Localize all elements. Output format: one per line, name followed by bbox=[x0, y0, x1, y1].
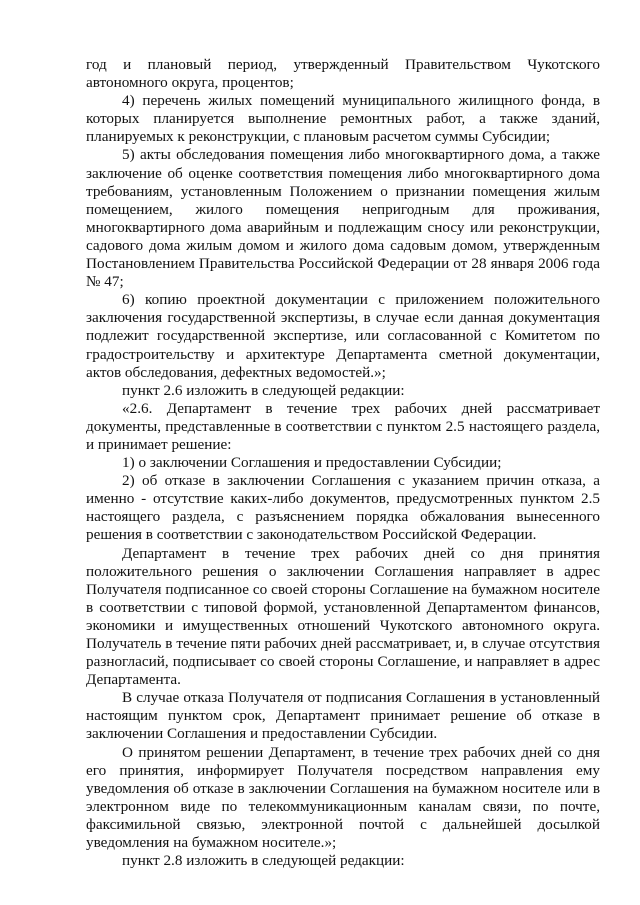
paragraph-amendment-2-6-intro: пункт 2.6 изложить в следующей редакции: bbox=[122, 381, 405, 399]
paragraph-notification: О принятом решении Департамент, в течение трех рабочих дней со дня его принятия, информирует Получателя посредством направления ему уведомления об отказе в заключении Соглашения на бумажном носителе или в электронном виде по телекоммуникационным каналам связи, по почте, факсимильной связью, электронной почтой с дальнейшей досылкой уведомления на бумажном носителе.»; bbox=[86, 743, 600, 852]
paragraph-item-5: 5) акты обследования помещения либо многоквартирного дома, а также заключение об оценке соответствия помещения либо многоквартирного дома требованиям, установленным Положением о признании помещения жилым помещением, жилого помещения непригодным для проживания, многоквартирного дома аварийным и подлежащим сносу или реконструкции, садового дома жилым домом и жилого дома садовым домом, утвержденным Постановлением Правительства Российской Федерации от 28 января 2006 года № 47; bbox=[86, 146, 600, 291]
paragraph-amendment-2-8-intro: пункт 2.8 изложить в следующей редакции: bbox=[122, 852, 405, 870]
paragraph-item-4: 4) перечень жилых помещений муниципального жилищного фонда, в которых планируется выполнение ремонтных работ, а также зданий, планируемых к реконструкции, с плановым расчетом суммы Субсидии; bbox=[86, 92, 600, 146]
paragraph-agreement-procedure: Департамент в течение трех рабочих дней со дня принятия положительного решения о заключении Соглашения направляет в адрес Получателя подписанное со своей стороны Соглашение на бумажном носителе в соответствии с типовой формой, установленной Департаментом финансов, экономики и имущественных отношений Чукотского автономного округа. Получатель в течение пяти рабочих дней рассматривает, и, в случае отсутствия разногласий, подписывает со своей стороны Соглашение, и направляет в адрес Департамента. bbox=[86, 544, 600, 689]
paragraph-refusal-case: В случае отказа Получателя от подписания Соглашения в установленный настоящим пунктом срок, Департамент принимает решение об отказе в заключении Соглашения и предоставлении Субсидии. bbox=[86, 689, 600, 743]
paragraph-decision-1: 1) о заключении Соглашения и предоставлении Субсидии; bbox=[122, 454, 502, 472]
document-body bbox=[86, 56, 600, 870]
paragraph-continuation: год и плановый период, утвержденный Правительством Чукотского автономного округа, процентов; bbox=[86, 56, 600, 92]
paragraph-clause-2-6: «2.6. Департамент в течение трех рабочих дней рассматривает документы, представленные в соответствии с пунктом 2.5 настоящего раздела, и принимает решение: bbox=[86, 399, 600, 453]
paragraph-decision-2: 2) об отказе в заключении Соглашения с указанием причин отказа, а именно - отсутствие каких-либо документов, предусмотренных пунктом 2.5 настоящего раздела, с разъяснением порядка обжалования вынесенного решения в соответствии с законодательством Российской Федерации. bbox=[86, 472, 600, 544]
paragraph-item-6: 6) копию проектной документации с приложением положительного заключения государственной экспертизы, в случае если данная документация подлежит государственной экспертизе, или согласованной с Комитетом по градостроительству и архитектуре Департамента сметной документации, актов обследования, дефектных ведомостей.»; bbox=[86, 291, 600, 381]
